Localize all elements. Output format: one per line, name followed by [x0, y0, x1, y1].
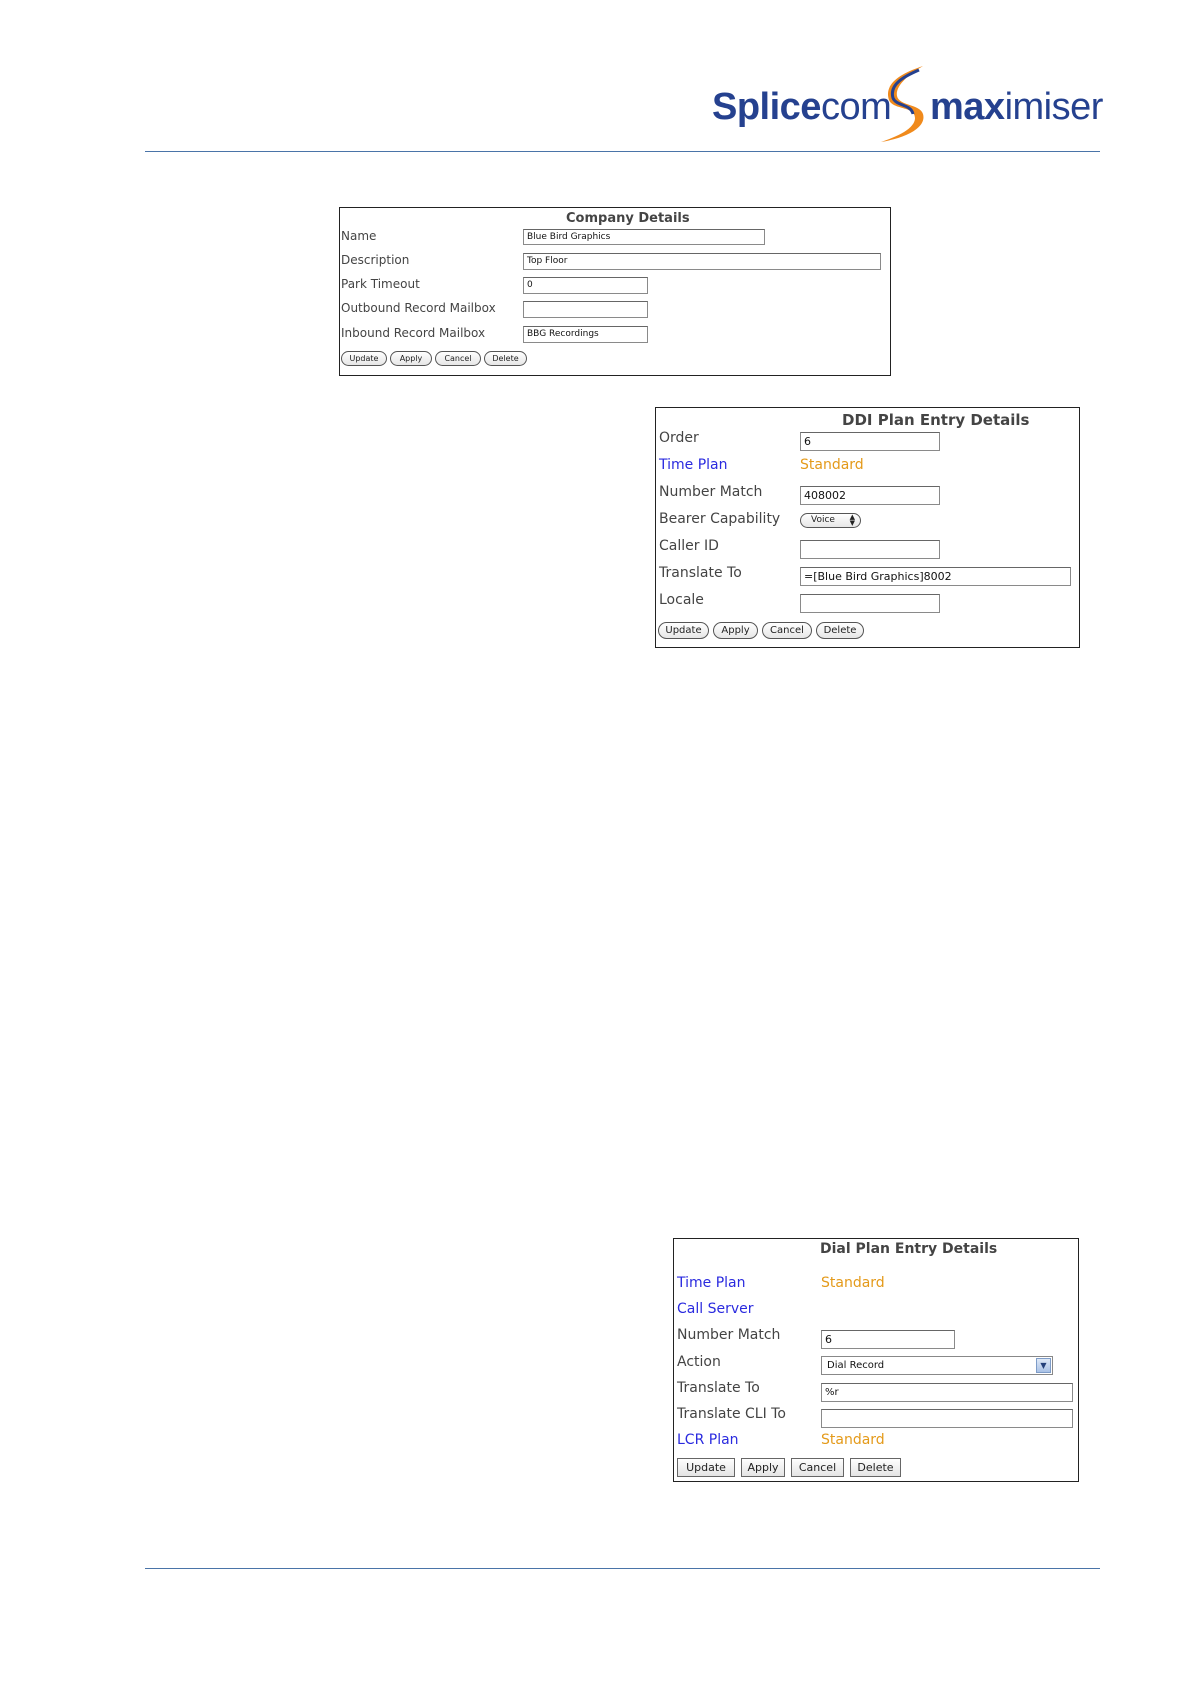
ddi-plan-entry-panel [655, 407, 1080, 648]
time-plan-value: Standard [800, 457, 864, 473]
lcr-plan-link[interactable]: LCR Plan [677, 1432, 739, 1448]
brand-name: Splicecom [712, 86, 892, 128]
chevron-down-icon[interactable]: ▼ [1036, 1358, 1051, 1373]
bearer-capability-label: Bearer Capability [659, 511, 781, 527]
bearer-capability-value: Voice [811, 515, 835, 525]
translate-to-field[interactable]: %r [821, 1383, 1073, 1402]
update-button[interactable]: Update [677, 1458, 735, 1477]
update-button[interactable]: Update [341, 351, 387, 366]
cancel-button[interactable]: Cancel [791, 1458, 844, 1477]
footer-rule [145, 1568, 1100, 1569]
order-label: Order [659, 430, 699, 446]
locale-field[interactable] [800, 594, 940, 613]
apply-button[interactable]: Apply [741, 1458, 785, 1477]
splicecom-maximiser-logo [712, 62, 1102, 144]
lcr-plan-value: Standard [821, 1432, 885, 1448]
number-match-label: Number Match [677, 1327, 781, 1343]
caller-id-label: Caller ID [659, 538, 719, 554]
description-label: Description [341, 253, 410, 267]
number-match-label: Number Match [659, 484, 763, 500]
product-name: maximiser [930, 86, 1103, 128]
description-field[interactable]: Top Floor [523, 253, 881, 270]
number-match-field[interactable]: 6 [821, 1330, 955, 1349]
time-plan-link[interactable]: Time Plan [659, 457, 728, 473]
apply-button[interactable]: Apply [713, 622, 758, 639]
action-value: Dial Record [827, 1360, 885, 1371]
header-rule [145, 151, 1100, 152]
swoosh-s-icon [875, 62, 935, 144]
caller-id-field[interactable] [800, 540, 940, 559]
call-server-link[interactable]: Call Server [677, 1301, 754, 1317]
outbound-record-mailbox-field[interactable] [523, 301, 648, 318]
apply-button[interactable]: Apply [390, 351, 432, 366]
translate-to-label: Translate To [677, 1380, 760, 1396]
translate-cli-to-field[interactable] [821, 1409, 1073, 1428]
outbound-record-mailbox-label: Outbound Record Mailbox [341, 301, 496, 315]
delete-button[interactable]: Delete [484, 351, 527, 366]
number-match-field[interactable]: 408002 [800, 486, 940, 505]
time-plan-value: Standard [821, 1275, 885, 1291]
cancel-button[interactable]: Cancel [435, 351, 481, 366]
action-label: Action [677, 1354, 721, 1370]
panel-title: DDI Plan Entry Details [842, 411, 1030, 429]
translate-to-label: Translate To [659, 565, 742, 581]
cancel-button[interactable]: Cancel [762, 622, 812, 639]
translate-cli-to-label: Translate CLI To [677, 1406, 786, 1422]
name-field[interactable]: Blue Bird Graphics [523, 229, 765, 245]
locale-label: Locale [659, 592, 704, 608]
order-field[interactable]: 6 [800, 432, 940, 451]
park-timeout-label: Park Timeout [341, 277, 420, 291]
delete-button[interactable]: Delete [816, 622, 864, 639]
dial-plan-entry-panel [673, 1238, 1079, 1482]
company-details-panel [339, 207, 891, 376]
bearer-capability-select[interactable] [800, 513, 861, 528]
action-select[interactable] [821, 1356, 1053, 1375]
park-timeout-field[interactable]: 0 [523, 277, 648, 294]
translate-to-field[interactable]: =[Blue Bird Graphics]8002 [800, 567, 1071, 586]
panel-title: Company Details [566, 211, 690, 226]
inbound-record-mailbox-field[interactable]: BBG Recordings [523, 326, 648, 343]
update-button[interactable]: Update [658, 622, 709, 639]
inbound-record-mailbox-label: Inbound Record Mailbox [341, 326, 486, 340]
panel-title: Dial Plan Entry Details [820, 1241, 998, 1257]
name-label: Name [341, 229, 377, 243]
time-plan-link[interactable]: Time Plan [677, 1275, 746, 1291]
updown-arrows-icon: ▲ ▼ [849, 513, 855, 527]
delete-button[interactable]: Delete [850, 1458, 901, 1477]
